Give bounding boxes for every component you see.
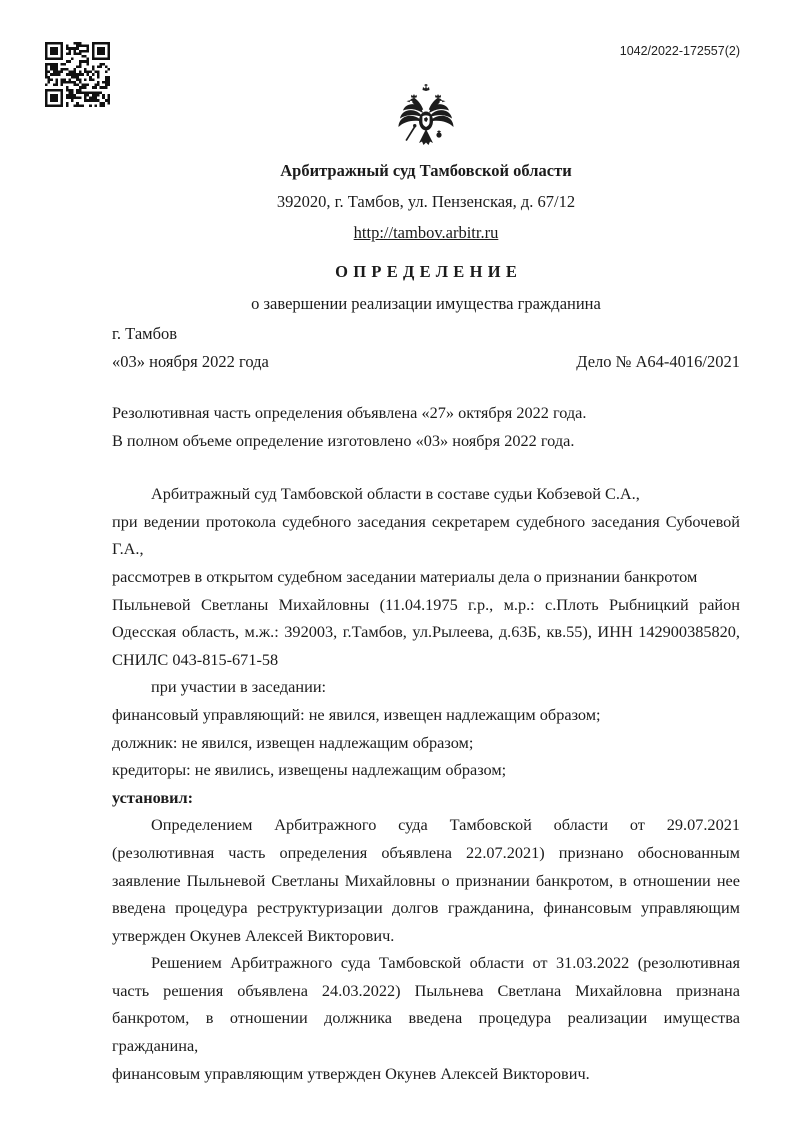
body-line-1: Резолютивная часть определения объявлена «27» октября 2022 года. bbox=[112, 403, 587, 422]
body-line-23: финансовым управляющим утвержден Окунев Алексей Викторович. bbox=[112, 1063, 590, 1083]
body-line-7: Пыльневой Светланы Михайловны (11.04.1975 г.р., м.р.: с.Плоть Рыбницкий район bbox=[112, 594, 740, 614]
body-line-4: при ведении протокола судебного заседания секретарем судебного заседания Субочевой bbox=[112, 511, 740, 531]
court-website-link[interactable]: http://tambov.arbitr.ru bbox=[353, 223, 499, 242]
body-line-18: введена процедура реструктуризации долгов гражданина, финансовым управляющим bbox=[112, 898, 740, 918]
body-line-12: должник: не явился, извещен надлежащим образом; bbox=[112, 732, 474, 752]
body-line-20: Решением Арбитражного суда Тамбовской области от 31.03.2022 (резолютивная bbox=[151, 953, 740, 973]
body-line-13: кредиторы: не явились, извещены надлежащим образом; bbox=[112, 760, 507, 780]
body-line-14: установил: bbox=[112, 787, 194, 807]
body-line-22: банкротом, в отношении должника введена процедура реализации имущества гражданина, bbox=[112, 1008, 740, 1056]
document-subtitle: о завершении реализации имущества гражданина bbox=[251, 294, 601, 313]
body-line-10: при участии в заседании: bbox=[151, 677, 327, 697]
ruling-body-text bbox=[112, 399, 740, 1087]
city-label: г. Тамбов bbox=[112, 324, 178, 343]
body-line-11: финансовый управляющий: не явился, извещен надлежащим образом; bbox=[112, 704, 601, 724]
body-line-21: часть решения объявлена 24.03.2022) Пыльнева Светлана Михайловна признана bbox=[112, 980, 740, 1000]
qr-code-icon bbox=[45, 42, 110, 107]
court-address: 392020, г. Тамбов, ул. Пензенская, д. 67/12 bbox=[276, 192, 576, 211]
body-line-2: В полном объеме определение изготовлено «03» ноября 2022 года. bbox=[112, 430, 575, 450]
body-line-17: заявление Пыльневой Светланы Михайловны о признании банкротом, в отношении нее bbox=[112, 870, 740, 890]
body-line-3: Арбитражный суд Тамбовской области в составе судьи Кобзевой С.А., bbox=[151, 484, 640, 504]
russia-coat-of-arms-eagle-icon bbox=[396, 82, 456, 154]
court-url-line bbox=[112, 223, 740, 243]
date-case-row bbox=[112, 352, 740, 372]
body-line-19: утвержден Окунев Алексей Викторович. bbox=[112, 925, 395, 945]
body-line-9: СНИЛС 043-815-671-58 bbox=[112, 649, 279, 669]
body-line-6: рассмотрев в открытом судебном заседании материалы дела о признании банкротом bbox=[112, 566, 698, 586]
court-name: Арбитражный суд Тамбовской области bbox=[280, 161, 572, 180]
case-number: Дело № А64-4016/2021 bbox=[576, 352, 740, 371]
document-registration-number: 1042/2022-172557(2) bbox=[619, 44, 740, 58]
ruling-date: «03» ноября 2022 года bbox=[112, 352, 269, 371]
body-line-5: Г.А., bbox=[112, 539, 144, 559]
document-title: ОПРЕДЕЛЕНИЕ bbox=[335, 262, 523, 281]
body-line-8: Одесская область, м.ж.: 392003, г.Тамбов, ул.Рылеева, д.63Б, кв.55), ИНН 142900385820, bbox=[112, 622, 740, 642]
body-line-15: Определением Арбитражного суда Тамбовской области от 29.07.2021 bbox=[151, 815, 740, 835]
body-line-16: (резолютивная часть определения объявлена 22.07.2021) признано обоснованным bbox=[112, 842, 740, 862]
